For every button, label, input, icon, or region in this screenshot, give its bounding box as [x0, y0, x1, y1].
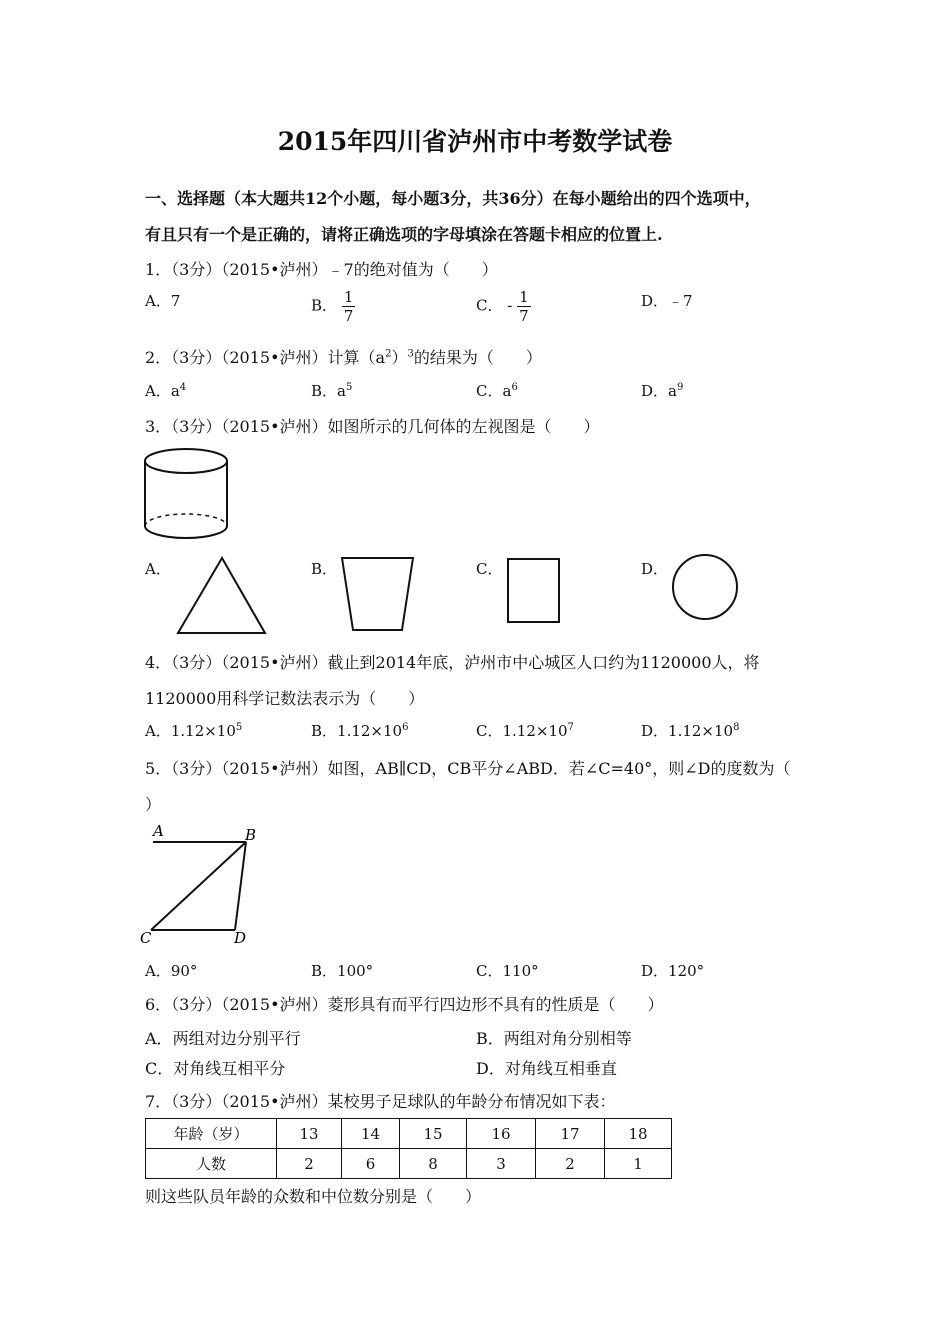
point-d-label: D [234, 929, 247, 947]
section-intro-line2: 有且只有一个是正确的，请将正确选项的字母填涂在答题卡相应的位置上. [145, 225, 663, 244]
rectangle-figure [506, 557, 562, 625]
table-cell: 1 [605, 1149, 672, 1179]
point-a-label: A [153, 822, 164, 840]
q4-option-a: A．$1.12\times 10^5$ [145, 722, 243, 740]
q5-option-c: C．110° [476, 962, 539, 980]
circle-figure [671, 553, 741, 623]
question-1-stem: 1．（3分）（2015•泸州）﹣7的绝对值为（ ） [145, 260, 498, 279]
q4-option-b: B．$1.12\times 10^6$ [311, 722, 409, 740]
question-7-stem: 7．（3分）（2015•泸州）某校男子足球队的年龄分布情况如下表： [145, 1092, 616, 1111]
q3-option-a-label: A． [145, 560, 171, 578]
q2-option-c: C．$a^6$ [476, 382, 518, 400]
q3-option-d-label: D． [641, 560, 669, 578]
q6-option-a: A．两组对边分别平行 [145, 1029, 301, 1048]
question-7-followup: 则这些队员年龄的众数和中位数分别是（ ） [145, 1187, 482, 1206]
question-3-stem: 3．（3分）（2015•泸州）如图所示的几何体的左视图是（ ） [145, 417, 600, 436]
q1-option-a: A．7 [145, 292, 181, 310]
table-cell: 18 [605, 1119, 672, 1149]
q4-option-c: C．$1.12\times 10^7$ [476, 722, 574, 740]
question-6-stem: 6．（3分）（2015•泸州）菱形具有而平行四边形不具有的性质是（ ） [145, 995, 664, 1014]
q2-option-a: A．$a^4$ [145, 382, 187, 400]
table-header-count: 人数 [146, 1149, 277, 1179]
q6-option-c: C．对角线互相平分 [145, 1059, 286, 1078]
parallel-lines-figure [140, 822, 260, 947]
page-title: 2015年四川省泸州市中考数学试卷 [277, 127, 673, 156]
question-2-stem: 2．（3分）（2015•泸州）计算$(a^2)^3$的结果为（ ） [145, 348, 542, 367]
q5-option-b: B．100° [311, 962, 374, 980]
cylinder-figure [143, 446, 233, 542]
table-row [146, 1119, 672, 1149]
fraction: $\frac{1}{7}$ [519, 288, 529, 325]
table-cell: 17 [536, 1119, 605, 1149]
table-cell: 14 [342, 1119, 400, 1149]
question-5-stem-line2: ） [145, 795, 162, 814]
question-4-stem-line1: 4．（3分）（2015•泸州）截止到2014年底，泸州市中心城区人口约为1120000人，将 [145, 653, 760, 672]
q5-option-a: A．90° [145, 962, 198, 980]
table-cell: 3 [467, 1149, 536, 1179]
point-b-label: B [245, 826, 257, 844]
q5-option-d: D．120° [641, 962, 705, 980]
q1-option-d: D．﹣7 [641, 292, 693, 310]
table-cell: 2 [277, 1149, 342, 1179]
table-cell: 2 [536, 1149, 605, 1179]
point-c-label: C [140, 929, 152, 947]
table-cell: 13 [277, 1119, 342, 1149]
table-header-age: 年龄（岁） [146, 1119, 277, 1149]
q6-option-d: D．对角线互相垂直 [476, 1059, 617, 1078]
triangle-figure [176, 556, 268, 636]
q6-option-b: B．两组对角分别相等 [476, 1029, 632, 1048]
fraction: $\frac{1}{7}$ [343, 288, 354, 325]
section-intro-line1: 一、选择题（本大题共12个小题，每小题3分，共36分）在每小题给出的四个选项中， [145, 189, 761, 208]
trapezoid-figure [340, 556, 416, 634]
table-cell: 6 [342, 1149, 400, 1179]
q3-option-c-label: C． [476, 560, 503, 578]
q3-option-b-label: B． [311, 560, 338, 578]
table-cell: 8 [400, 1149, 467, 1179]
table-row [146, 1149, 672, 1179]
age-distribution-table [145, 1118, 672, 1179]
q2-option-b: B．$a^5$ [311, 382, 353, 400]
table-cell: 16 [467, 1119, 536, 1149]
question-5-stem-line1: 5．（3分）（2015•泸州）如图，AB∥CD，CB平分∠ABD．若∠C=40°，则∠D的度数为（ [145, 759, 791, 778]
table-cell: 15 [400, 1119, 467, 1149]
question-4-stem-line2: 1120000用科学记数法表示为（ ） [145, 689, 425, 708]
q4-option-d: D．$1.12\times 10^8$ [641, 722, 740, 740]
q1-option-b: B． $\frac{1}{7}$ [311, 288, 354, 325]
q2-option-d: D．$a^9$ [641, 382, 684, 400]
q1-option-c: C． - $\frac{1}{7}$ [476, 288, 529, 325]
